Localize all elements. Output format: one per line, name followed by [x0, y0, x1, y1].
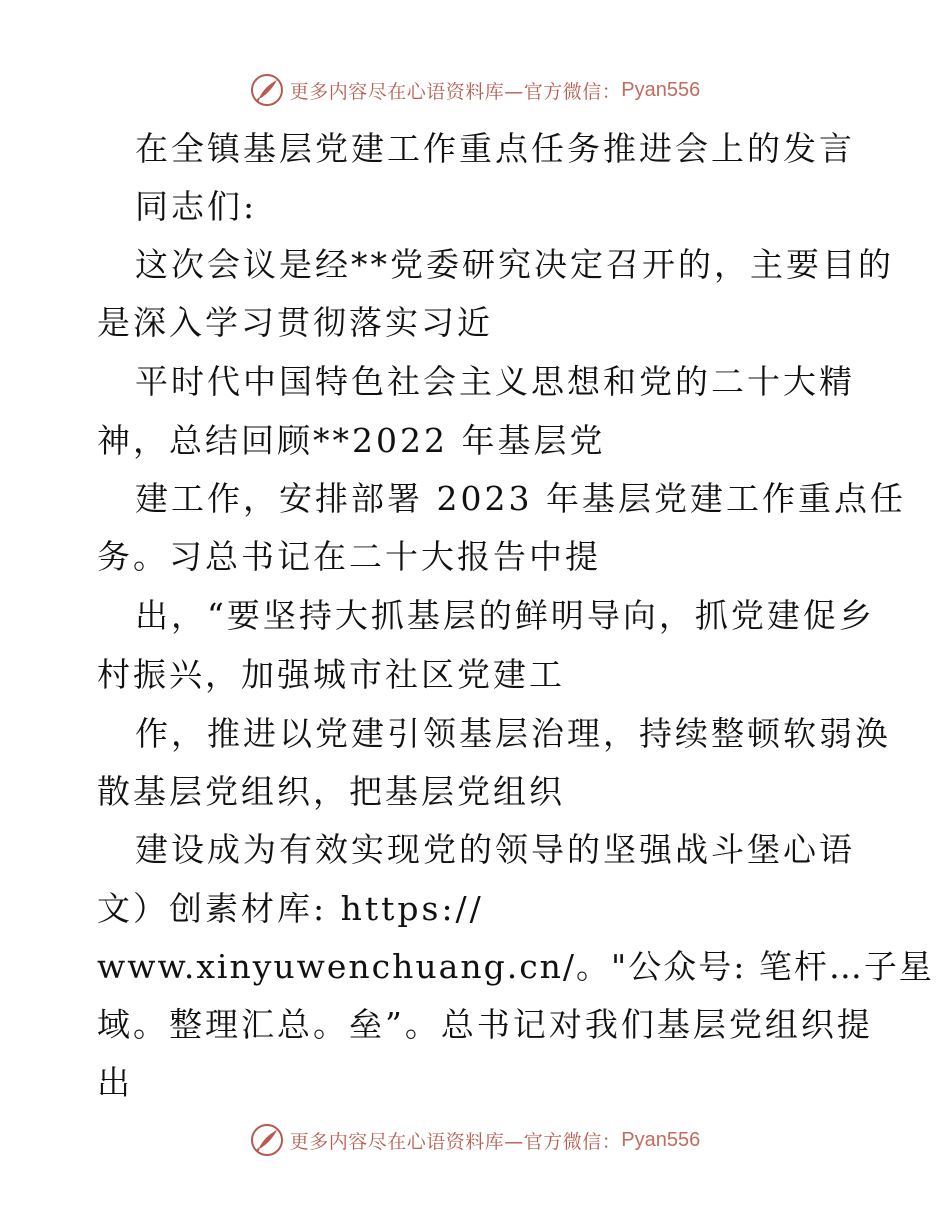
paragraph-line: 文）创素材库: https://	[97, 889, 484, 928]
paragraph-line: 域。整理汇总。垒”。总书记对我们基层党组织提	[97, 1005, 873, 1044]
paragraph-line: 建工作，安排部署 2023 年基层党建工作重点任	[135, 479, 906, 518]
paragraph-line: 村振兴，加强城市社区党建工	[97, 655, 565, 694]
paragraph-line: 出	[97, 1063, 133, 1102]
paragraph-line: 散基层党组织，把基层党组织	[97, 772, 565, 811]
paragraph-line: 出，“要坚持大抓基层的鲜明导向，抓党建促乡	[135, 596, 875, 635]
watermark-text: 更多内容尽在心语资料库—官方微信：	[289, 80, 622, 103]
salutation-line: 同志们:	[135, 187, 258, 226]
paragraph-line: 建设成为有效实现党的领导的坚强战斗堡心语	[135, 830, 855, 869]
watermark-wechat-id: Pyan556	[621, 78, 701, 101]
footer-watermark	[0, 1120, 950, 1160]
watermark-text: 更多内容尽在心语资料库—官方微信：	[289, 1130, 622, 1153]
paragraph-line: 是深入学习贯彻落实习近	[97, 303, 493, 342]
paragraph-line: 这次会议是经**党委研究决定召开的，主要目的	[135, 245, 894, 284]
document-title: 在全镇基层党建工作重点任务推进会上的发言	[135, 129, 855, 168]
paragraph-line: 平时代中国特色社会主义思想和党的二十大精	[135, 362, 855, 401]
paragraph-line: 作，推进以党建引领基层治理，持续整顿软弱涣	[135, 714, 891, 753]
header-watermark	[0, 70, 950, 110]
quill-pen-logo-icon	[250, 73, 284, 107]
watermark-wechat-id: Pyan556	[621, 1128, 701, 1151]
paragraph-line: 务。习总书记在二十大报告中提	[97, 537, 601, 576]
paragraph-line: www.xinyuwenchuang.cn/。"公众号: 笔杆…子星	[97, 947, 934, 986]
paragraph-line: 神，总结回顾**2022 年基层党	[97, 421, 606, 460]
quill-pen-logo-icon	[250, 1123, 284, 1157]
